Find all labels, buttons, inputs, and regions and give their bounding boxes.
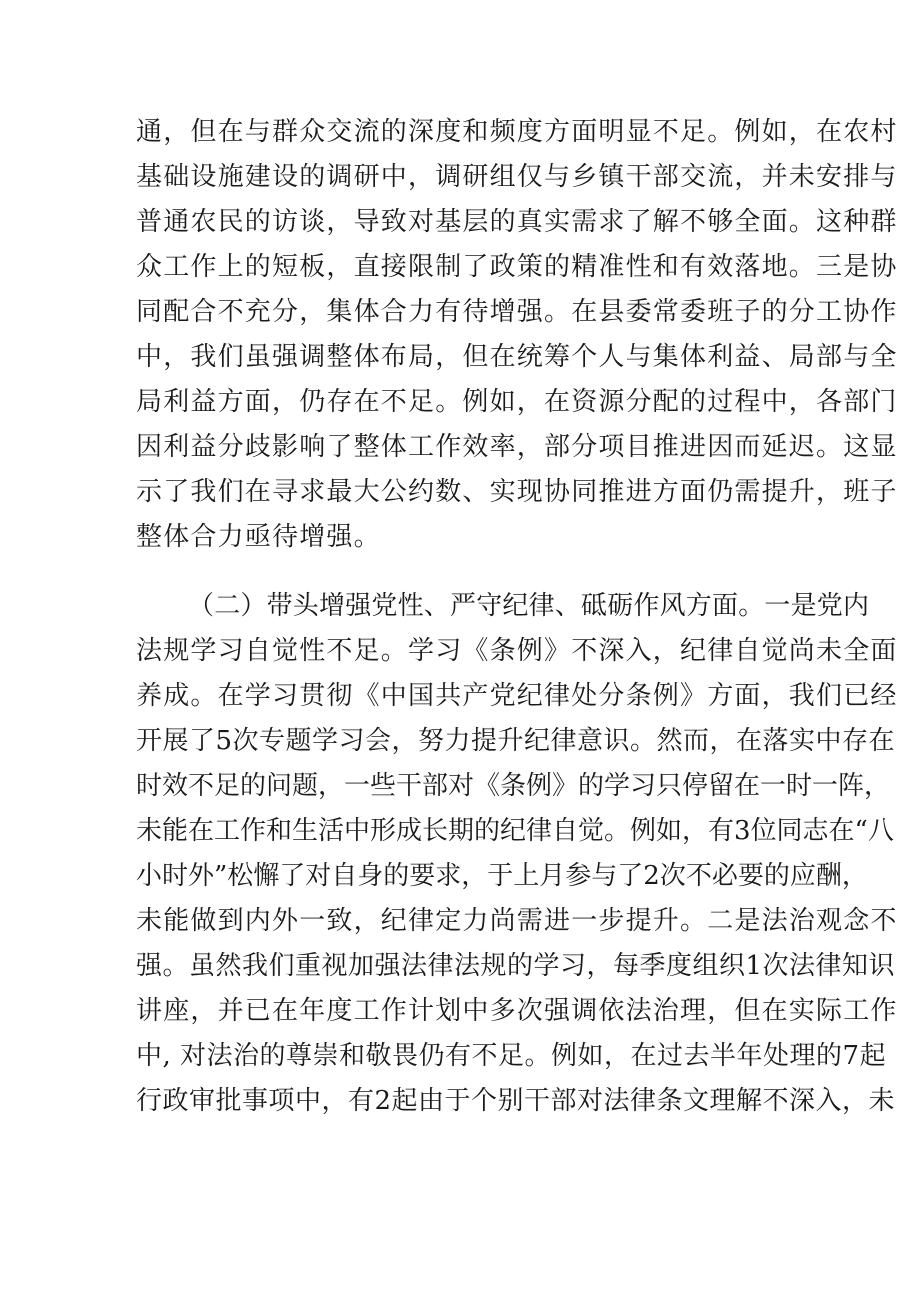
text-line: 未能做到内外一致，纪律定力尚需进一步提升。二是法治观念不	[136, 906, 898, 936]
text-line: 因利益分歧影响了整体工作效率，部分项目推进因而延迟。这显	[136, 432, 898, 462]
text-line: 时效不足的问题，一些干部对《条例》的学习只停留在一时一阵，	[136, 771, 891, 801]
text-line: 通，但在与群众交流的深度和频度方面明显不足。例如，在农村	[136, 117, 898, 147]
text-line: 强。虽然我们重视加强法律法规的学习，每季度组织1次法律知识	[136, 951, 896, 981]
text-line: 养成。在学习贯彻《中国共产党纪律处分条例》方面，我们已经	[136, 681, 898, 711]
text-line: 整体合力亟待增强。	[136, 522, 381, 552]
text-line: 示了我们在寻求最大公约数、实现协同推进方面仍需提升，班子	[136, 477, 898, 507]
text-line: 局利益方面，仍存在不足。例如，在资源分配的过程中，各部门	[136, 387, 898, 417]
paragraph-gap	[136, 560, 796, 584]
text-line: 未能在工作和生活中形成长期的纪律自觉。例如，有3位同志在“八	[136, 816, 894, 846]
text-line: 中, 对法治的尊崇和敬畏仍有不足。例如，在过去半年处理的7起	[136, 1041, 887, 1071]
paragraph-2	[136, 584, 898, 1124]
text-line: 开展了5次专题学习会，努力提升纪律意识。然而，在落实中存在	[136, 726, 896, 756]
text-line: 讲座，并已在年度工作计划中多次强调依法治理，但在实际工作	[136, 996, 898, 1026]
section-heading-line: （二）带头增强党性、严守纪律、砥砺作风方面。一是党内	[188, 591, 870, 621]
text-line: 基础设施建设的调研中，调研组仅与乡镇干部交流，并未安排与	[136, 162, 898, 192]
text-line: 行政审批事项中，有2起由于个别干部对法律条文理解不深入，未	[136, 1086, 896, 1116]
paragraph-1	[136, 110, 898, 560]
text-line: 同配合不充分，集体合力有待增强。在县委常委班子的分工协作	[136, 297, 898, 327]
text-line: 小时外”松懈了对自身的要求，于上月参与了2次不必要的应酬，	[136, 861, 868, 891]
text-line: 普通农民的访谈，导致对基层的真实需求了解不够全面。这种群	[136, 207, 898, 237]
document-body	[136, 110, 898, 1124]
text-line: 众工作上的短板，直接限制了政策的精准性和有效落地。三是协	[136, 252, 898, 282]
text-line: 法规学习自觉性不足。学习《条例》不深入，纪律自觉尚未全面	[136, 636, 898, 666]
text-line: 中，我们虽强调整体布局，但在统筹个人与集体利益、局部与全	[136, 342, 898, 372]
